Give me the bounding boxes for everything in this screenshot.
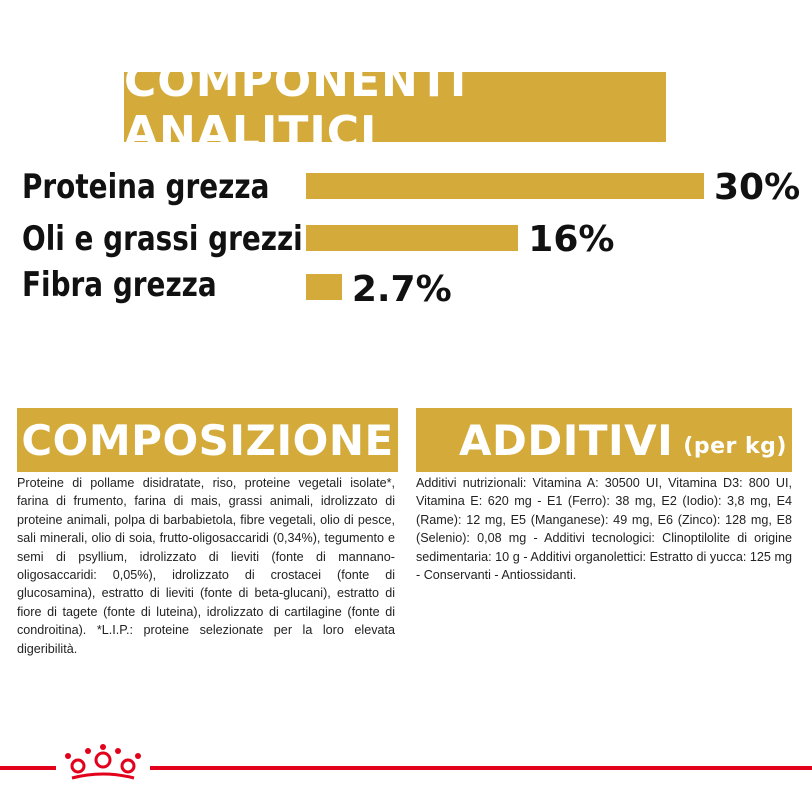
- row-label-proteina: Proteina grezza: [22, 167, 270, 207]
- row-label-fibra: Fibra grezza: [22, 265, 217, 305]
- composizione-text: Proteine di pollame disidratate, riso, proteine vegetali isolate*, farina di frumento, farina di mais, grassi animali, idrolizzato di proteine animali, polpa di barbabietola, fibre vegetali, olio di pesce, sali minerali, olio di soia, frutto-oligosaccaridi (0,34%), tegumento e semi di psyllium, idrolizzato di lieviti (fonte di mannano-oligosaccaridi: 0,05%), idrolizzato di crostacei (fonte di glucosamina), estratto di lieviti (fonte di beta-glucani), estratto di fiore di tagete (fonte di luteina), idrolizzato di cartilagine (fonte di condroitina). *L.I.P.: proteine selezionate per la loro elevata digeribilità.: [17, 476, 395, 656]
- bar-fibra: [306, 274, 342, 300]
- row-value-fibra: 2.7%: [351, 269, 452, 310]
- additivi-title: ADDITIVI: [459, 415, 674, 465]
- footer-red-line: [150, 766, 812, 770]
- row-value-proteina: 30%: [714, 167, 801, 208]
- additivi-title-banner: [416, 408, 792, 472]
- analitici-title: COMPONENTI ANALITICI: [124, 56, 468, 158]
- composizione-title: COMPOSIZIONE: [21, 415, 394, 465]
- footer-red-line-left: [0, 766, 56, 770]
- row-label-oli: Oli e grassi grezzi: [22, 219, 303, 259]
- bar-oli: [306, 225, 518, 251]
- row-value-oli: 16%: [528, 219, 615, 260]
- analitici-title-banner: [124, 56, 666, 158]
- additivi-text: Additivi nutrizionali: Vitamina A: 30500 UI, Vitamina D3: 800 UI, Vitamina E: 620 mg - E1 (Ferro): 38 mg, E2 (Iodio): 3,8 mg, E4 (Rame): 12 mg, E5 (Manganese): 49 mg, E6 (Zinco): 128 mg, E8 (Selenio): 0,08 mg - Additivi tecnologici: Clinoptilolite di origine sedimentaria: 10 g - Additivi organolettici: Estratto di yucca: 125 mg - Conservanti - Antiossidanti.: [416, 476, 792, 583]
- additivi-subtitle: (per kg): [683, 433, 787, 459]
- bar-proteina: [306, 173, 704, 199]
- royal-canin-crown-icon: [58, 742, 148, 784]
- composizione-title-banner: [17, 408, 398, 472]
